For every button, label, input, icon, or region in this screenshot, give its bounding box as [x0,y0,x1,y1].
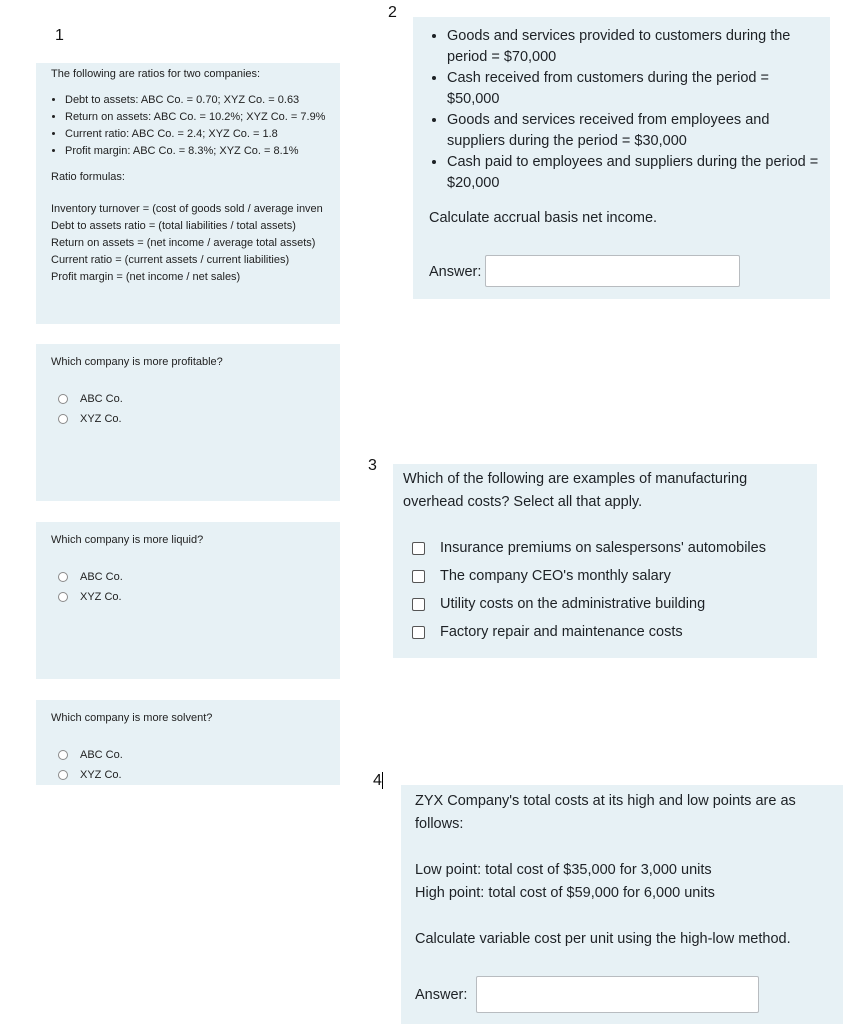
question-4-prompt: Calculate variable cost per unit using the high-low method. [415,931,791,947]
text-cursor [382,772,383,789]
question-1-part-liquid [36,522,340,679]
question-4-intro: ZYX Company's total costs at its high and low points are as follows: [415,793,796,832]
radio-button[interactable] [58,770,68,780]
checkbox[interactable] [412,626,425,639]
radio-button[interactable] [58,394,68,404]
question-3-number: 3 [368,457,377,474]
list-item: • Cash received from customers during the period = $50,000 [447,68,830,110]
list-item: • Goods and services provided to customers during the period = $70,000 [447,26,830,68]
list-item: Inventory turnover = (cost of goods sold / average inven [51,203,323,215]
option-label: XYZ Co. [80,412,122,425]
list-item: • Current ratio: ABC Co. = 2.4; XYZ Co. = 1.8 [65,126,340,143]
option-label: ABC Co. [80,392,123,405]
option-label: XYZ Co. [80,590,122,603]
question-3-panel [393,464,817,658]
radio-option[interactable] [58,389,340,409]
list-item: Debt to assets ratio = (total liabilities / total assets) [51,220,296,232]
radio-option[interactable] [58,765,340,785]
checkbox-option[interactable] [412,562,817,590]
checkbox-option[interactable] [412,590,817,618]
low-point: Low point: total cost of $35,000 for 3,000 units [415,862,712,878]
option-label: Insurance premiums on salespersons' automobiles [440,539,766,556]
option-label: ABC Co. [80,748,123,761]
radio-option[interactable] [58,745,340,765]
checkbox-option[interactable] [412,618,817,646]
option-label: XYZ Co. [80,768,122,781]
answer-label: Answer: [429,264,482,280]
radio-button[interactable] [58,592,68,602]
list-item: • Goods and services received from employees and suppliers during the period = $30,000 [447,110,830,152]
list-item: • Profit margin: ABC Co. = 8.3%; XYZ Co. = 8.1% [65,143,340,160]
formulas-heading: Ratio formulas: [51,171,125,183]
question-2-panel [413,17,830,299]
option-label: The company CEO's monthly salary [440,567,671,584]
list-item: • Cash paid to employees and suppliers during the period = $20,000 [447,152,830,194]
question-2-number: 2 [388,4,397,21]
question-4-number: 4 [373,772,382,789]
radio-button[interactable] [58,750,68,760]
question-1-info-panel [36,63,340,324]
question-4-data [415,859,843,905]
option-label: ABC Co. [80,570,123,583]
question-4-answer-input[interactable] [476,976,759,1013]
part-question: Which company is more liquid? [51,534,204,546]
radio-option[interactable] [58,567,340,587]
question-4-panel [401,785,843,1024]
high-point: High point: total cost of $59,000 for 6,000 units [415,885,715,901]
option-label: Utility costs on the administrative building [440,595,706,612]
radio-option[interactable] [58,587,340,607]
checkbox-option[interactable] [412,534,817,562]
radio-button[interactable] [58,414,68,424]
question-1-number: 1 [55,27,64,44]
checkbox[interactable] [412,570,425,583]
question-1-intro: The following are ratios for two companies: [51,68,261,80]
answer-label: Answer: [415,987,468,1003]
ratio-list [51,92,340,160]
question-1-part-profitable [36,344,340,501]
list-item: Current ratio = (current assets / current liabilities) [51,254,290,266]
checkbox[interactable] [412,598,425,611]
question-2-answer-input[interactable] [485,255,740,287]
radio-option[interactable] [58,409,340,429]
list-item: Profit margin = (net income / net sales) [51,271,241,283]
list-item: Return on assets = (net income / average total assets) [51,237,316,249]
formula-list [51,201,340,286]
list-item: • Return on assets: ABC Co. = 10.2%; XYZ Co. = 7.9% [65,109,340,126]
radio-button[interactable] [58,572,68,582]
part-question: Which company is more profitable? [51,356,223,368]
question-2-prompt: Calculate accrual basis net income. [429,210,658,226]
part-question: Which company is more solvent? [51,712,213,724]
question-1-part-solvent [36,700,340,785]
question-3-text: Which of the following are examples of manufacturing overhead costs? Select all that apply. [403,471,748,510]
list-item: • Debt to assets: ABC Co. = 0.70; XYZ Co. = 0.63 [65,92,340,109]
option-label: Factory repair and maintenance costs [440,623,683,640]
checkbox[interactable] [412,542,425,555]
transaction-list [429,26,830,194]
